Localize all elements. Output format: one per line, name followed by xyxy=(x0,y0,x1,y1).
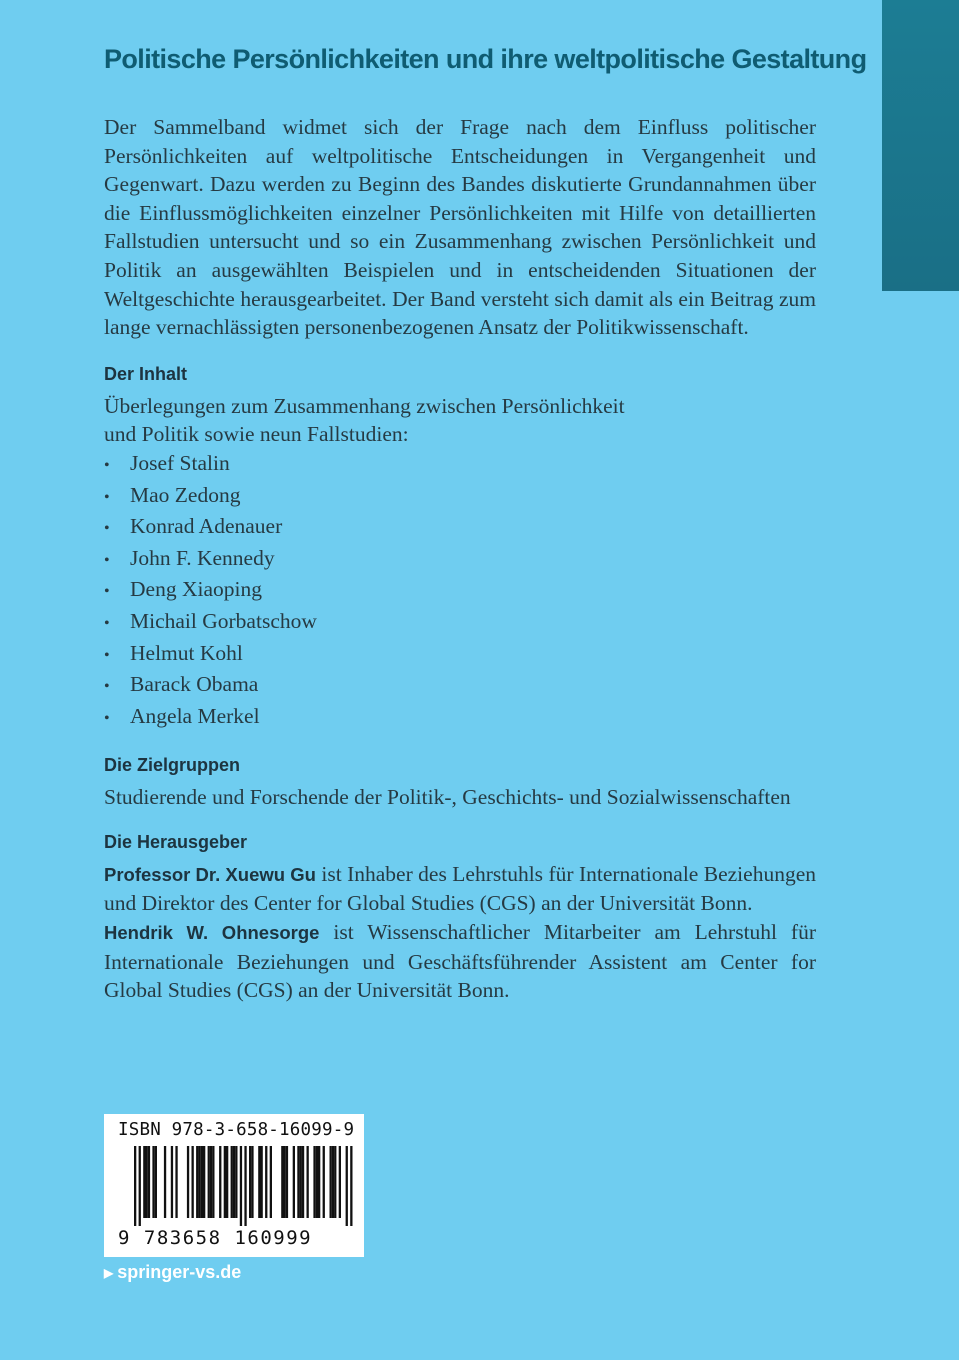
barcode-bar xyxy=(143,1146,145,1218)
isbn-barcode-box xyxy=(104,1114,364,1257)
barcode-bar xyxy=(346,1146,348,1226)
isbn-label: ISBN 978-3-658-16099-9 xyxy=(118,1120,355,1140)
editor-name: Professor Dr. Xuewu Gu xyxy=(104,863,316,885)
bullet-icon: • xyxy=(104,551,110,569)
publisher-url: springer-vs.de xyxy=(117,1262,242,1282)
barcode-bar xyxy=(297,1146,299,1218)
list-item: • Helmut Kohl xyxy=(104,639,816,671)
bullet-icon: • xyxy=(104,488,110,506)
list-item: • Josef Stalin xyxy=(104,449,816,481)
barcode-bar xyxy=(164,1146,166,1218)
list-item: • Barack Obama xyxy=(104,670,816,702)
section-herausgeber xyxy=(104,830,816,1005)
barcode-bar xyxy=(224,1146,226,1218)
barcode-bar xyxy=(265,1146,267,1218)
zielgruppen-text: Studierende und Forschende der Politik-, Geschichts- und Sozialwissenschaften xyxy=(104,785,791,810)
bullet-icon: • xyxy=(104,709,110,727)
barcode-bar xyxy=(293,1146,295,1218)
inhalt-line-2: und Politik sowie neun Fallstudien: xyxy=(104,422,409,447)
barcode-bar xyxy=(261,1146,263,1218)
isbn-digits: 9 783658 160999 xyxy=(118,1227,313,1249)
bullet-icon: • xyxy=(104,520,110,538)
barcode-bar xyxy=(198,1146,200,1218)
barcode-bar xyxy=(240,1146,242,1226)
barcode-bar xyxy=(318,1146,320,1218)
list-item: • Michail Gorbatschow xyxy=(104,607,816,639)
barcode-bar xyxy=(219,1146,221,1218)
barcode-bar xyxy=(152,1146,154,1218)
barcode-bar xyxy=(302,1146,304,1218)
barcode-bar xyxy=(134,1146,136,1226)
barcode-bar xyxy=(235,1146,237,1218)
barcode-bar xyxy=(281,1146,283,1218)
barcode-bar xyxy=(210,1146,212,1218)
section-inhalt xyxy=(104,362,816,734)
barcode-bar xyxy=(323,1146,325,1218)
section-heading-herausgeber: Die Herausgeber xyxy=(104,831,248,852)
barcode-icon xyxy=(104,1146,364,1228)
barcode-bar xyxy=(148,1146,150,1218)
bullet-icon: • xyxy=(104,456,110,474)
list-item: • Deng Xiaoping xyxy=(104,575,816,607)
inhalt-line-1: Überlegungen zum Zusammenhang zwischen Persönlichkeit xyxy=(104,393,625,418)
section-heading-inhalt: Der Inhalt xyxy=(104,363,188,384)
barcode-bar xyxy=(334,1146,336,1218)
editor-name: Hendrik W. Ohnesorge xyxy=(104,922,320,944)
barcode-bar xyxy=(175,1146,177,1218)
barcode-bar xyxy=(203,1146,205,1218)
barcode-bar xyxy=(332,1146,334,1218)
barcode-bar xyxy=(258,1146,260,1218)
intro-paragraph: Der Sammelband widmet sich der Frage nach dem Einfluss politischer Persönlichkeiten auf weltpolitische Entscheidungen in Vergangenheit und Gegenwart. Dazu werden zu Beginn des Bandes diskutierte Grundannahmen über die Einflussmöglichkeiten einzelner Persönlichkeiten mit Hilfe von detaillierten Fallstudien untersucht und so ein Zusammenhang zwischen Persönlichkeit und Politik an ausgewählten Beispielen und in entscheidenden Situationen der Weltgeschichte herausgearbeitet. Der Band versteht sich damit als ein Beitrag zum lange vernachlässigten personenbezogenen Ansatz der Politikwissenschaft. xyxy=(104,115,816,340)
barcode-bar xyxy=(313,1146,315,1218)
publisher-link[interactable] xyxy=(104,1262,241,1283)
barcode-bar xyxy=(196,1146,198,1218)
page-title: Politische Persönlichkeiten und ihre weltpolitische Gestaltung xyxy=(104,44,867,74)
barcode-bar xyxy=(350,1146,352,1226)
bullet-icon: • xyxy=(104,646,110,664)
barcode-bar xyxy=(249,1146,251,1218)
decorative-side-tab xyxy=(882,0,959,291)
barcode-bar xyxy=(171,1146,173,1218)
barcode-bar xyxy=(284,1146,286,1218)
barcode-bar xyxy=(139,1146,141,1226)
barcode-bar xyxy=(233,1146,235,1218)
barcode-bar xyxy=(208,1146,210,1218)
case-study-list xyxy=(104,449,816,733)
barcode-bar xyxy=(270,1146,272,1218)
list-item: • Konrad Adenauer xyxy=(104,512,816,544)
barcode-bar xyxy=(146,1146,148,1218)
barcode-bar xyxy=(226,1146,228,1218)
barcode-bar xyxy=(300,1146,302,1218)
bullet-icon: • xyxy=(104,614,110,632)
list-item: • John F. Kennedy xyxy=(104,544,816,576)
bullet-icon: • xyxy=(104,678,110,696)
barcode-bar xyxy=(286,1146,288,1218)
barcode-bar xyxy=(192,1146,194,1218)
barcode-bar xyxy=(244,1146,246,1226)
back-cover-text xyxy=(104,44,867,1005)
barcode-bar xyxy=(155,1146,157,1218)
barcode-bar xyxy=(307,1146,309,1218)
triangle-right-icon: ▶ xyxy=(104,1265,114,1280)
barcode-bar xyxy=(201,1146,203,1218)
section-zielgruppen xyxy=(104,753,816,812)
bullet-icon: • xyxy=(104,583,110,601)
editor-entry xyxy=(104,918,816,1005)
barcode-bar xyxy=(212,1146,214,1218)
barcode-bar xyxy=(330,1146,332,1218)
list-item: • Mao Zedong xyxy=(104,481,816,513)
editor-entry xyxy=(104,860,816,918)
editor-bio: ist Inhaber des Lehrstuhls für Internationale Beziehungen und Direktor des Center for Global Studies (CGS) an der Universität Bonn. xyxy=(104,861,816,916)
barcode-bar xyxy=(251,1146,253,1218)
section-heading-zielgruppen: Die Zielgruppen xyxy=(104,755,241,776)
barcode-bar xyxy=(231,1146,233,1218)
barcode-bar xyxy=(316,1146,318,1218)
barcode-bar xyxy=(339,1146,341,1218)
barcode-bar xyxy=(187,1146,189,1218)
list-item: • Angela Merkel xyxy=(104,702,816,734)
editor-bio: ist Wissenschaftlicher Mitarbeiter am Lehrstuhl für Internationale Beziehungen und Geschäftsführender Assistent am Center for Global Studies (CGS) an der Universität Bonn. xyxy=(104,920,816,1003)
